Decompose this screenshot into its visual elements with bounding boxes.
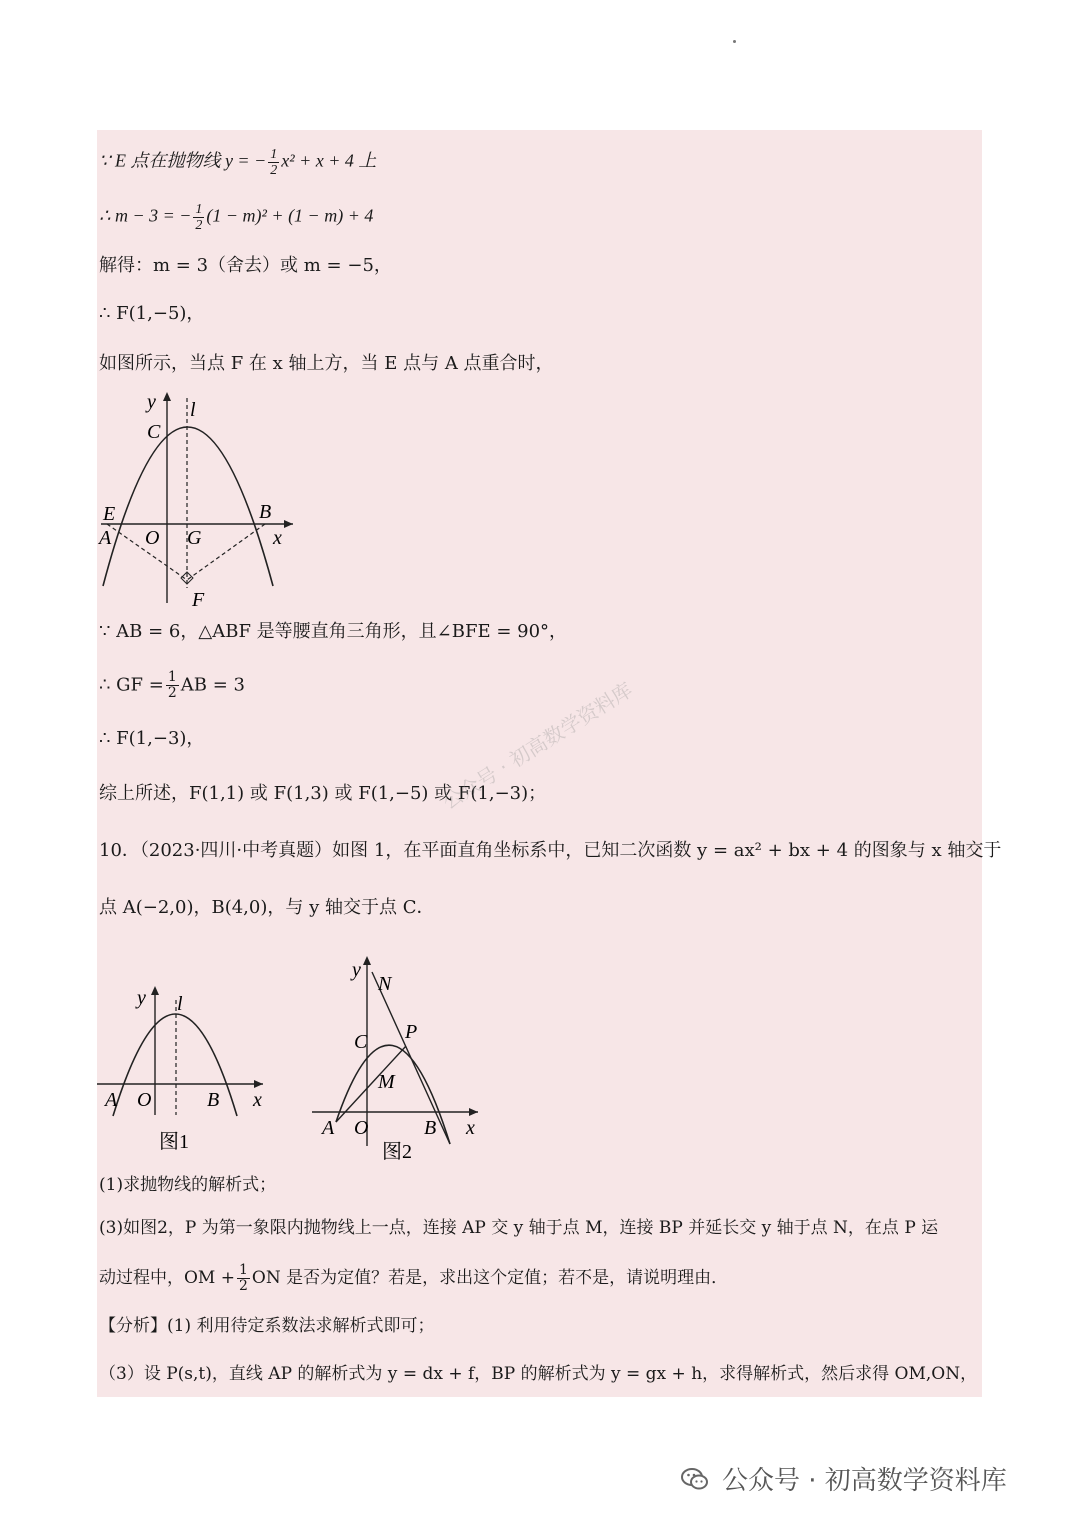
figure-1 — [97, 980, 272, 1160]
line-2: ∴ m − 3 = − $\frac{1}{2}$ (1 − m)² + (1 − m) + 4 — [99, 202, 374, 233]
label-B: B — [259, 501, 272, 523]
fig2-label-N: N — [378, 973, 392, 995]
fig2-label-O: O — [354, 1117, 369, 1139]
fig2-label-x: x — [466, 1117, 475, 1139]
footer-account[interactable] — [680, 1460, 1007, 1497]
parabola-figure-top — [97, 388, 307, 610]
line-9: 综上所述，F(1,1) 或 F(1,3) 或 F(1,−5) 或 F(1,−3)； — [99, 783, 547, 804]
line-14: 动过程中，OM + $\frac{1}{2}$ ON 是否为定值？若是，求出这个定值；若不是，请说明理由． — [99, 1262, 729, 1294]
label-x: x — [273, 527, 282, 549]
label-F: F — [192, 589, 205, 610]
fig2-label-B: B — [424, 1117, 437, 1139]
line-10: 10．（2023·四川·中考真题）如图 1，在平面直角坐标系中，已知二次函数 y = ax² + bx + 4 的图象与 x 轴交于 — [99, 840, 1002, 861]
line-7: ∴ GF = $\frac{1}{2}$ AB = 3 — [99, 669, 245, 701]
figure-2 — [312, 946, 487, 1162]
label-y: y — [147, 391, 156, 413]
fig1-label-B: B — [207, 1089, 220, 1111]
line-15: 【分析】(1) 利用待定系数法求解析式即可； — [99, 1316, 435, 1336]
label-G: G — [187, 527, 202, 549]
footer-text: 公众号 · 初高数学资料库 — [722, 1466, 1007, 1496]
line-8: ∴ F(1,−3)， — [99, 728, 205, 749]
line-5: 如图所示，当点 F 在 x 轴上方，当 E 点与 A 点重合时， — [99, 353, 554, 374]
fig1-label-y: y — [137, 987, 146, 1009]
fig2-label-P: P — [405, 1021, 418, 1043]
fig1-label-x: x — [253, 1089, 262, 1111]
line-11: 点 A(−2,0)，B(4,0)，与 y 轴交于点 C． — [99, 897, 435, 918]
line-1: ∵ E 点在抛物线 y = − $\frac{1}{2}$ x² + x + 4 上 — [99, 147, 377, 178]
line-16: （3）设 P(s,t)，直线 AP 的解析式为 y = dx + f，BP 的解析式为 y = gx + h，求得解析式，然后求得 OM,ON， — [99, 1364, 978, 1384]
line-13: (3)如图2，P 为第一象限内抛物线上一点，连接 AP 交 y 轴于点 M，连接 BP 并延长交 y 轴于点 N，在点 P 运 — [99, 1218, 939, 1238]
fig1-label-O: O — [137, 1089, 152, 1111]
watermark: 公众号 · 初高数学资料库 — [438, 677, 637, 814]
label-C: C — [147, 421, 161, 443]
line-4: ∴ F(1,−5)， — [99, 303, 205, 324]
line-12: (1)求抛物线的解析式； — [99, 1175, 277, 1195]
page-mark — [733, 40, 736, 43]
solution-content — [97, 130, 1002, 1397]
fig1-label-l: l — [177, 993, 183, 1015]
label-A: A — [99, 527, 112, 549]
label-E: E — [103, 503, 116, 525]
label-l: l — [190, 399, 196, 421]
line-3: 解得：m = 3（舍去）或 m = −5， — [99, 255, 392, 276]
fig2-label-A: A — [322, 1117, 335, 1139]
line-6: ∵ AB = 6，△ABF 是等腰直角三角形，且∠BFE = 90°， — [99, 621, 568, 642]
fig2-label-C: C — [354, 1031, 368, 1053]
fig2-label-y: y — [352, 959, 361, 981]
label-O: O — [145, 527, 160, 549]
fig1-caption: 图1 — [159, 1131, 189, 1153]
fig2-label-M: M — [378, 1071, 395, 1093]
wechat-icon — [680, 1464, 710, 1494]
fig1-label-A: A — [105, 1089, 118, 1111]
fig2-caption: 图2 — [382, 1141, 412, 1162]
